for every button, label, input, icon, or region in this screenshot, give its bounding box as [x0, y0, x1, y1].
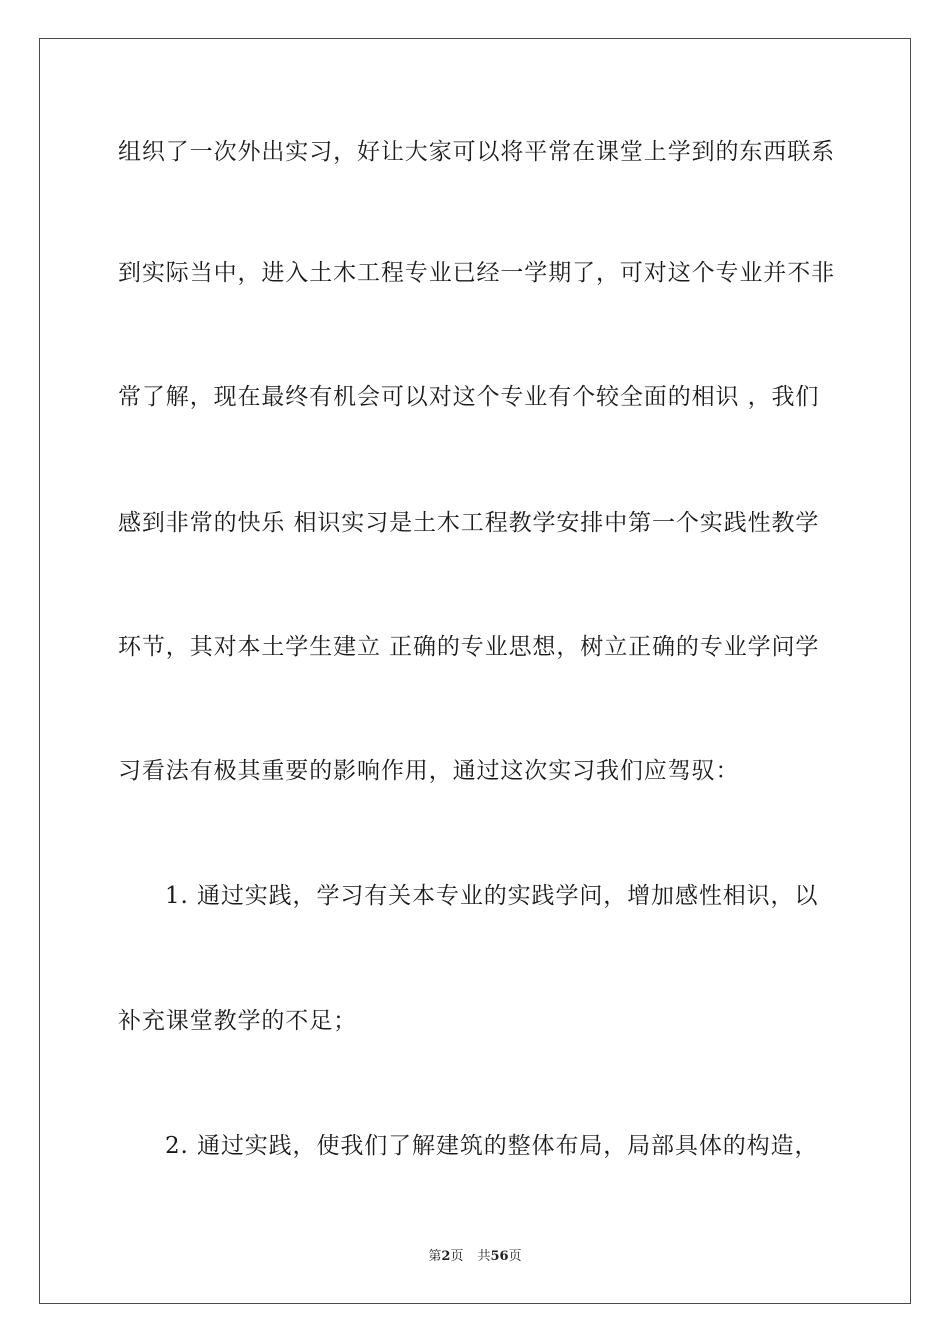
footer-total-prefix: 共 [477, 1249, 491, 1264]
footer-page-prefix: 第 [428, 1249, 442, 1264]
footer-page-suffix: 页 [450, 1249, 464, 1264]
page-border [39, 38, 911, 1304]
footer-page-number: 2 [441, 1249, 451, 1264]
text-line: 感到非常的快乐 相识实习是土木工程教学安排中第一个实践性教学 [118, 510, 820, 536]
footer-total-suffix: 页 [508, 1249, 522, 1264]
footer-total-pages: 56 [490, 1249, 509, 1264]
list-item-text: 1. 通过实践，学习有关本专业的实践学问，增加感性相识，以 [165, 883, 819, 909]
text-line: 到实际当中，进入土木工程专业已经一学期了，可对这个专业并不非 [118, 260, 835, 286]
text-line: 组织了一次外出实习，好让大家可以将平常在课堂上学到的东西联系 [118, 139, 835, 165]
text-line: 环节，其对本土学生建立 正确的专业思想，树立正确的专业学问学 [118, 634, 820, 660]
text-line: 补充课堂教学的不足； [118, 1008, 357, 1034]
text-line: 习看法有极其重要的影响作用，通过这次实习我们应驾驭： [118, 758, 740, 784]
list-item-text: 2. 通过实践，使我们了解建筑的整体布局，局部具体的构造， [165, 1133, 819, 1159]
text-line: 常了解，现在最终有机会可以对这个专业有个较全面的相识 ，我们 [118, 384, 820, 410]
page-footer [0, 1248, 950, 1266]
